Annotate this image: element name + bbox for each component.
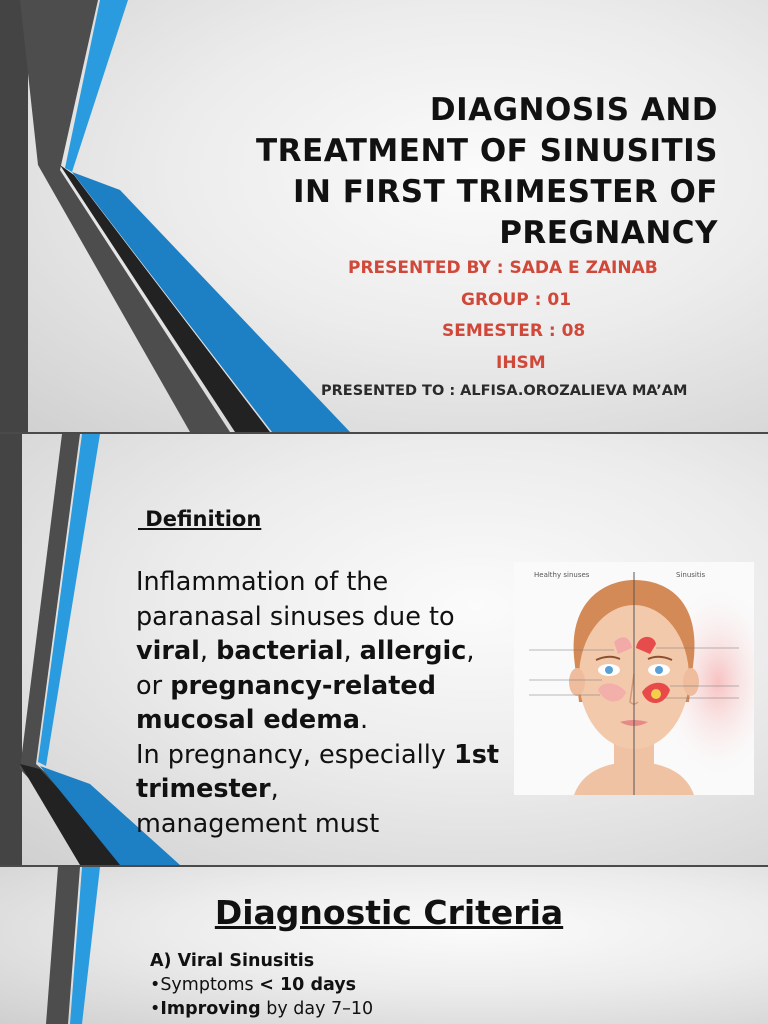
label-sinusitis: Sinusitis — [676, 571, 706, 579]
presentation-title — [158, 90, 718, 254]
title-line: PREGNANCY — [499, 215, 718, 251]
definition-slide — [0, 434, 768, 865]
criteria-title: Diagnostic Criteria — [214, 893, 564, 932]
title-line: TREATMENT OF SINUSITIS — [256, 133, 718, 169]
section-heading: A) Viral Sinusitis — [150, 951, 315, 971]
face-sinus-icon — [514, 562, 754, 795]
group-number: GROUP : 01 — [461, 290, 572, 310]
definition-text: Inflammation of the paranasal sinuses due to viral, bacterial, allergic, or pregnancy-related mucosal edema. In pregnancy, especially 1st trimester, management must — [136, 567, 500, 839]
list-item: •Symptoms < 10 days — [150, 975, 357, 995]
presenter-name: PRESENTED BY : SADA E ZAINAB — [348, 258, 658, 278]
title-line: IN FIRST TRIMESTER OF — [292, 174, 718, 210]
semester-number: SEMESTER : 08 — [442, 321, 586, 341]
definition-heading: Definition — [138, 507, 262, 531]
list-item: •Improving by day 7–10 — [150, 999, 374, 1019]
institution-name: IHSM — [496, 353, 546, 373]
presented-to: PRESENTED TO : ALFISA.OROZALIEVA MA’AM — [321, 383, 688, 399]
title-line: DIAGNOSIS AND — [429, 92, 718, 128]
criteria-list — [150, 949, 373, 1021]
diagnostic-criteria-slide — [0, 867, 768, 1024]
sinus-illustration — [514, 562, 754, 795]
label-healthy: Healthy sinuses — [534, 571, 590, 579]
decorative-stripes — [0, 867, 768, 1024]
title-slide — [0, 0, 768, 432]
